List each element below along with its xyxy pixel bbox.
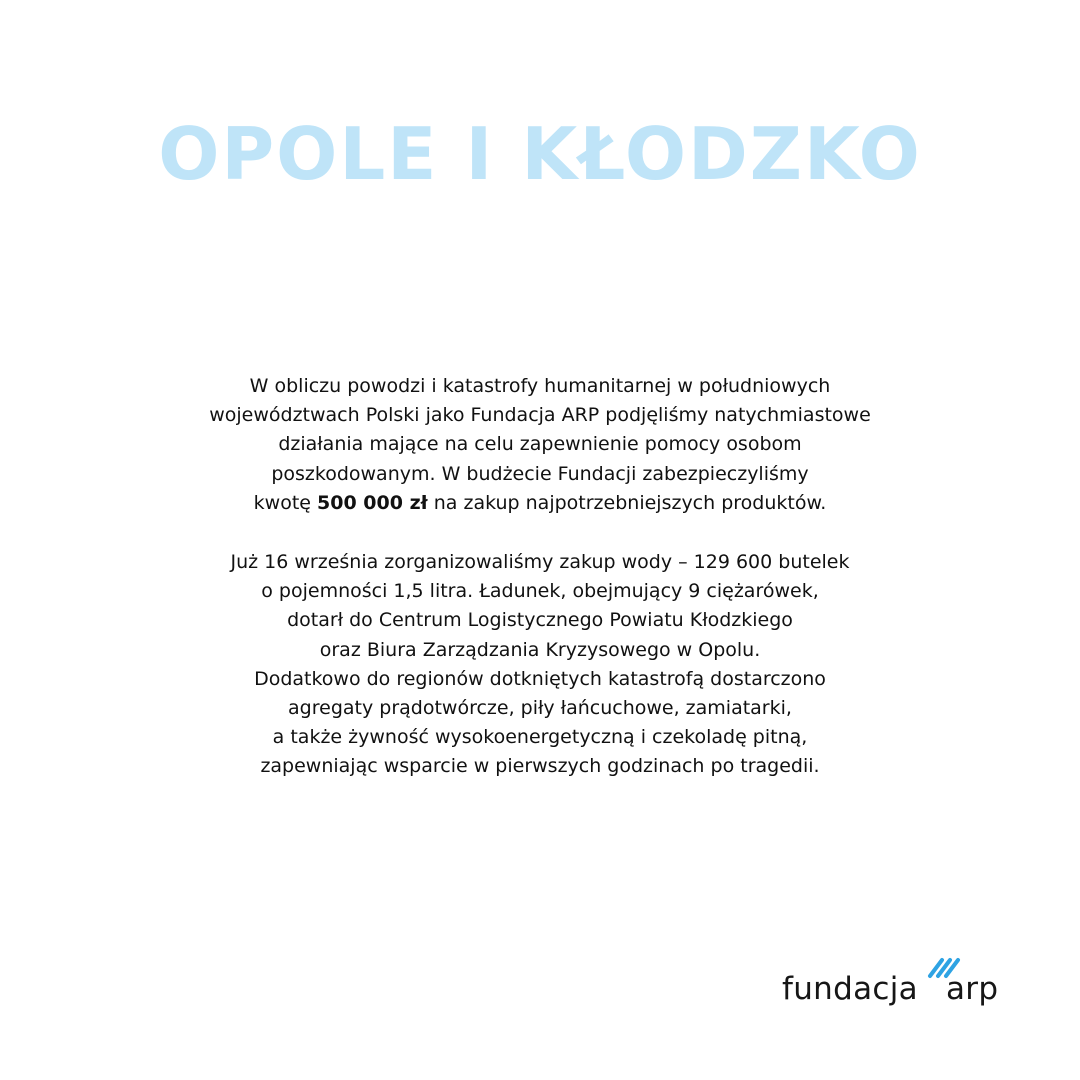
amount-value: 500 000 zł <box>317 491 428 514</box>
amount-prefix: kwotę <box>253 491 318 514</box>
details-line: Już 16 września zorganizowaliśmy zakup wody – 129 600 butelek <box>230 551 850 573</box>
details-paragraph <box>0 548 1080 782</box>
intro-line-amount <box>0 489 1080 518</box>
logo-word-arp: arp <box>946 971 999 1007</box>
intro-line: działania mające na celu zapewnienie pomocy osobom <box>278 433 802 456</box>
fundacja-arp-logo <box>782 955 1002 1015</box>
details-line: agregaty prądotwórcze, piły łańcuchowe, zamiatarki, <box>288 697 792 720</box>
intro-line: poszkodowanym. W budżecie Fundacji zabezpieczyliśmy <box>271 462 809 485</box>
intro-line: W obliczu powodzi i katastrofy humanitarnej w południowych <box>249 375 831 397</box>
details-line: oraz Biura Zarządzania Kryzysowego w Opolu. <box>319 638 761 661</box>
page-title: OPOLE I KŁODZKO <box>158 112 922 196</box>
details-line: o pojemności 1,5 litra. Ładunek, obejmujący 9 ciężarówek, <box>261 580 819 603</box>
intro-line: województwach Polski jako Fundacja ARP podjęliśmy natychmiastowe <box>209 404 871 427</box>
details-line: dotarł do Centrum Logistycznego Powiatu Kłodzkiego <box>287 609 793 632</box>
details-line: Dodatkowo do regionów dotkniętych katastrofą dostarczono <box>254 667 826 690</box>
details-line: a także żywność wysokoenergetyczną i czekoladę pitną, <box>272 726 808 749</box>
intro-paragraph <box>0 372 1080 518</box>
logo-word-fundacja: fundacja <box>782 971 918 1007</box>
amount-suffix: na zakup najpotrzebniejszych produktów. <box>427 491 827 514</box>
details-line: zapewniając wsparcie w pierwszych godzinach po tragedii. <box>260 755 820 778</box>
